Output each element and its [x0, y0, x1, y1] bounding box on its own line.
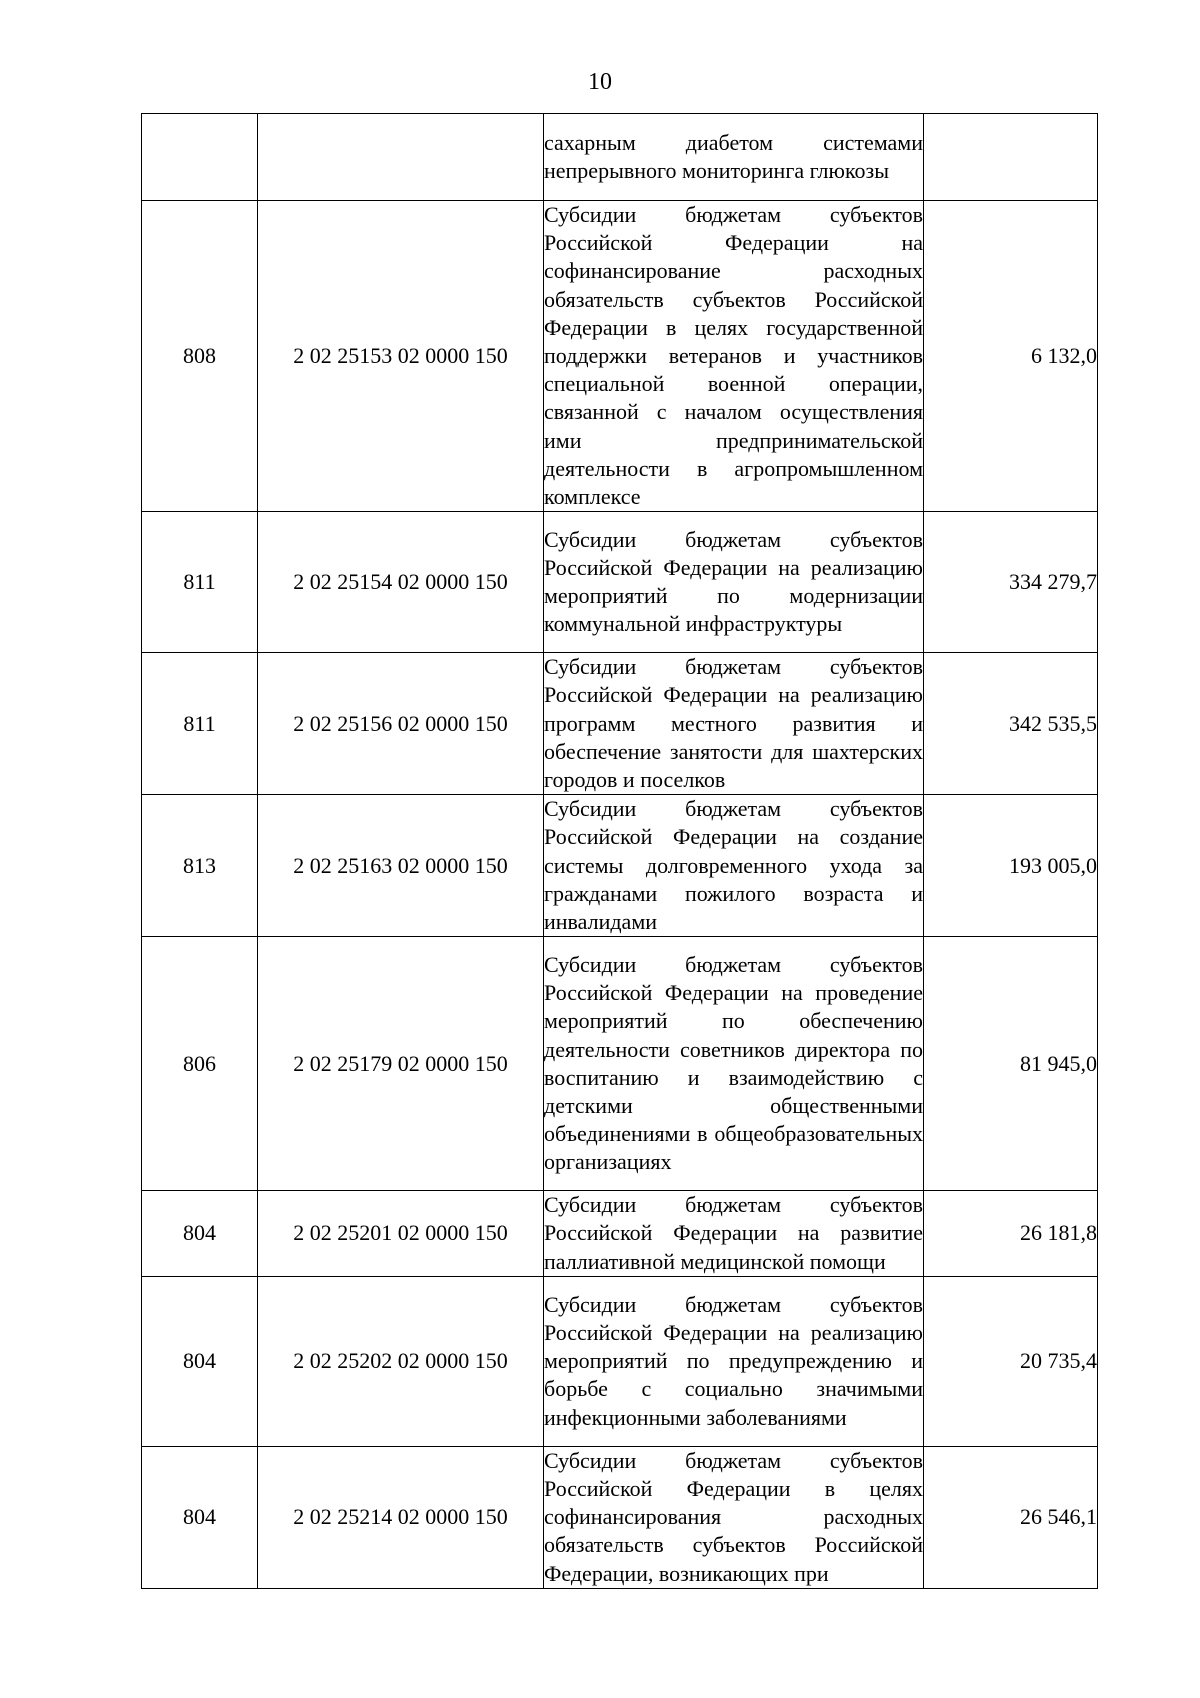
admin-code-cell: 811: [142, 653, 258, 795]
table-row: [142, 1191, 1098, 1277]
budget-classification-code-cell: 2 02 25156 02 0000 150: [258, 653, 544, 795]
table-row: [142, 795, 1098, 937]
budget-classification-code-cell: 2 02 25179 02 0000 150: [258, 937, 544, 1191]
amount-cell: 193 005,0: [924, 795, 1098, 937]
amount-cell: 342 535,5: [924, 653, 1098, 795]
admin-code-cell: 808: [142, 201, 258, 512]
amount-cell: [924, 114, 1098, 201]
admin-code-cell: 811: [142, 512, 258, 653]
table-row: [142, 1446, 1098, 1588]
amount-cell: 6 132,0: [924, 201, 1098, 512]
description-cell: сахарным диабетом системами непрерывного мониторинга глюкозы: [544, 114, 924, 201]
budget-classification-code-cell: 2 02 25202 02 0000 150: [258, 1276, 544, 1446]
table-row: [142, 653, 1098, 795]
table-row: [142, 512, 1098, 653]
admin-code-cell: 813: [142, 795, 258, 937]
amount-cell: 334 279,7: [924, 512, 1098, 653]
description-cell: Субсидии бюджетам субъектов Российской Федерации на реализацию мероприятий по предупреждению и борьбе с социально значимыми инфекционными заболеваниями: [544, 1276, 924, 1446]
budget-revenue-table: [141, 113, 1098, 1589]
amount-cell: 81 945,0: [924, 937, 1098, 1191]
table-row: [142, 937, 1098, 1191]
description-cell: Субсидии бюджетам субъектов Российской Федерации на развитие паллиативной медицинской помощи: [544, 1191, 924, 1277]
budget-classification-code-cell: 2 02 25154 02 0000 150: [258, 512, 544, 653]
description-cell: Субсидии бюджетам субъектов Российской Федерации на софинансирование расходных обязательств субъектов Российской Федерации в целях государственной поддержки ветеранов и участников специальной военной операции, связанной с началом осуществления ими предпринимательской деятельности в агропромышленном комплексе: [544, 201, 924, 512]
budget-classification-code-cell: [258, 114, 544, 201]
amount-cell: 26 546,1: [924, 1446, 1098, 1588]
budget-classification-code-cell: 2 02 25201 02 0000 150: [258, 1191, 544, 1277]
description-cell: Субсидии бюджетам субъектов Российской Федерации на реализацию программ местного развития и обеспечение занятости для шахтерских городов и поселков: [544, 653, 924, 795]
admin-code-cell: 806: [142, 937, 258, 1191]
description-cell: Субсидии бюджетам субъектов Российской Федерации в целях софинансирования расходных обязательств субъектов Российской Федерации, возникающих при: [544, 1446, 924, 1588]
admin-code-cell: 804: [142, 1446, 258, 1588]
description-cell: Субсидии бюджетам субъектов Российской Федерации на реализацию мероприятий по модернизации коммунальной инфраструктуры: [544, 512, 924, 653]
amount-cell: 26 181,8: [924, 1191, 1098, 1277]
description-cell: Субсидии бюджетам субъектов Российской Федерации на проведение мероприятий по обеспечению деятельности советников директора по воспитанию и взаимодействию с детскими общественными объединениями в общеобразовательных организациях: [544, 937, 924, 1191]
admin-code-cell: 804: [142, 1276, 258, 1446]
admin-code-cell: [142, 114, 258, 201]
amount-cell: 20 735,4: [924, 1276, 1098, 1446]
budget-classification-code-cell: 2 02 25214 02 0000 150: [258, 1446, 544, 1588]
table-row: [142, 1276, 1098, 1446]
table-row: [142, 201, 1098, 512]
admin-code-cell: 804: [142, 1191, 258, 1277]
table-row: [142, 114, 1098, 201]
description-cell: Субсидии бюджетам субъектов Российской Федерации на создание системы долговременного ухода за гражданами пожилого возраста и инвалидами: [544, 795, 924, 937]
budget-classification-code-cell: 2 02 25163 02 0000 150: [258, 795, 544, 937]
page-number: 10: [588, 69, 612, 95]
budget-classification-code-cell: 2 02 25153 02 0000 150: [258, 201, 544, 512]
